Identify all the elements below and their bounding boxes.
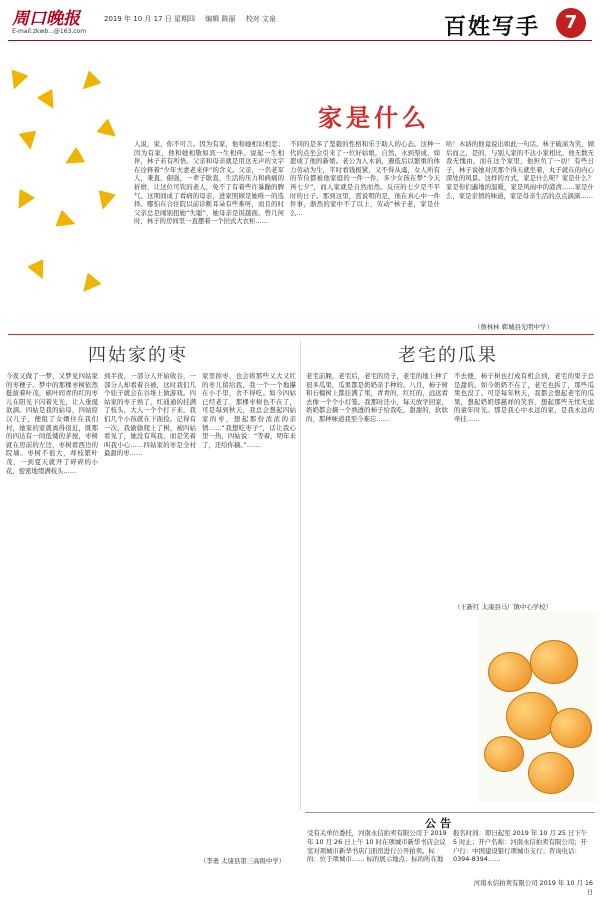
- story2-title: 四姑家的枣: [88, 345, 188, 366]
- notice-right-column: 报名时间：即日起至 2019 年 10 月 25 日下午 5 时止；开户名称：河南永信拍卖有限公司；开户行：中国建设银行项城市支行；咨询电话：0394-8394……: [453, 829, 588, 864]
- story1-column-1: 人说，家，你不可言。因为有家，他和她相识相恋；因为有家，他和她相敬如宾一生相伴。说起一生相伴，林子若有所悟。父亲和母亲就是用这无声的文字在诠释着“少年夫妻老来伴”的含义。父亲，一名老军人，秉直，倔强，一辈子耿直，生活的压力和病痛的折磨，让这位可钦的老人，免不了有着些许暴躁的脾气。这期间成了看病的母亲，进家照顾是她唯一的选择。哪怕在合住院以前诊断耳朵有些难听，而且的时父亲总是闹别扭她“失聪”，她母亲是饭越面。曾几何时，林子的房间里一直摆着一个旧式大衣柜……: [134, 140, 284, 226]
- story2-byline: （李勇 太康县第三高级中学）: [200, 857, 286, 865]
- editor-credit: 编辑 陈丽: [205, 15, 236, 23]
- story2-column-2: 到半夜，一部分人开始收谷，一部分人却看着谷被，这时我们几个娃子就会在谷堆上做游戏。四姑家的枣子熟了，红通通的挂满了枝头，大人一个个打下来，我们几个小孩就在下面捡。记得有一次，我偷偷爬上了树，被四姑看见了，她没有骂我，而是笑着叫我小心……四姑家的枣是全村最甜的枣……: [104, 372, 196, 458]
- story3-byline: （王新红 太康县马厂镇中心学校）: [454, 603, 552, 611]
- column-divider: [300, 340, 301, 810]
- header-rule: [8, 40, 592, 41]
- page-header: [8, 4, 592, 58]
- notice-title: 公告: [425, 817, 455, 830]
- story2-column-1: 今夜又做了一梦，又梦见四姑家的枣梗子。梦中的那棵枣树依然挺拔着叶茂，硕叶间青的红的枣儿在阳光下闪着光光，让人垂涎欲滴。四姑是我的姑母，四姑原汉儿子，便组了女婿住在我们村，她家的家就离得很近，既那的四达有一间低矮的茅屋，枣树就在房前的左边，枣树看西边的院墙。枣树不很大，却枝繁叶茂，一到夏天就开了碎碎的小花，密密地缀满枝头……: [6, 372, 98, 475]
- story2-column-3: 家里掉枣，也会将那些又大又红的枣儿留给我，我一个一个地攥在小手里，舍不得吃。如今四姑已经老了，那棵枣树也不在了，可是每到秋天，我总会想起四姑家的枣，想起那份浓浓的亲情……“我想吃枣子”，话让我心里一热，四姑说：“等着，明年来了，还给你摘。”……: [202, 372, 296, 449]
- persimmon-illustration: [478, 612, 598, 802]
- story3-column-2: 不去便，柿子树也打成有机会到，老宅的果子总是甜的。如今奶奶不在了，老宅也拆了，那些瓜果也没了。可是每年秋天，我都会想起老宅的瓜果，想起奶奶那慈祥的笑容，想起那些无忧无虑的童年时光。那是我心中永远的家，是我永远的牵挂……: [454, 372, 594, 423]
- section-title: 百姓写手: [444, 14, 541, 40]
- header-meta: [104, 14, 284, 24]
- page-number-badge: 7: [556, 8, 586, 38]
- story3-title: 老宅的瓜果: [398, 345, 498, 366]
- public-notice: [305, 812, 595, 896]
- notice-signature: 河南永信拍卖有限公司 2019 年 10 月 16 日: [473, 879, 593, 896]
- issue-date: 2019 年 10 月 17 日 星期四: [104, 15, 195, 23]
- story1-column-2: 不同的是多了坚毅的性格和乐于助人的心态。这种一代的点坐会引来了一位好姑娘，自然，水到渠成，如愿成了他的新娘。老公为人木讷，遇低后以繁重的体力劳动为生，平时看钱极紧，又不得从虞，女人所有的节俭都被他家庭的一件一件，多少女孩在梦“今天再七夕”，而人家就是自然而然。反应的七夕是不平时的日子。那到这里，需说明的是，他在真心中一件件事，渐然的家中不了以上，劳动“林子老，家是什么…: [290, 140, 440, 217]
- contact-email: E-mail:zkwb...@163.com: [12, 28, 87, 35]
- section-divider: [8, 334, 594, 335]
- story1-byline: （詹林林 郸城县光明中学）: [474, 323, 553, 331]
- notice-left-column: 受有关单位委托，河南永信拍卖有限公司于 2019 年 10 月 26 日上午 10 时在项城市新华书店会议室对项城市新华书店门面房进行公开拍卖。标的：位于项城市…… 标的展示地点：标的所在地: [307, 829, 447, 864]
- ginkgo-illustration: [0, 62, 128, 322]
- masthead: 周口晚报: [12, 9, 80, 29]
- story1-title: 家是什么: [318, 103, 430, 132]
- story3-column-1: 老宅前厢，老宅后，老宅的房子，老宅的地上种了很多瓜果，瓜果都是奶奶亲手种的。八月，柿子树和石榴树上都挂满了果，青青的，红红的，远远看去像一个个小灯笼。我那时还小，每天放学回家，奶奶都会摘一个熟透的柿子给我吃，甜甜的，软软的，那种味道我至今难忘……: [306, 372, 448, 423]
- layout-credit: 校对 文泉: [245, 15, 276, 23]
- story1-column-3: 哈！木讷的他竟说出如此一句话。林子破涕为笑，顾后而之，是的，与别人家的不达小家相比，他无数无我无愧由，而在这个家里，他担负了一切！有些日子，林子说她对厌那个得天就坐着，丸子就在的内心深处的风景。这样的方式，家是什么呢？家是什么？家是你们遍地的温暖，家是风雨中的港湾……家是什么，家是亲情的味道，家是母亲生活的点点滴滴……: [446, 140, 594, 200]
